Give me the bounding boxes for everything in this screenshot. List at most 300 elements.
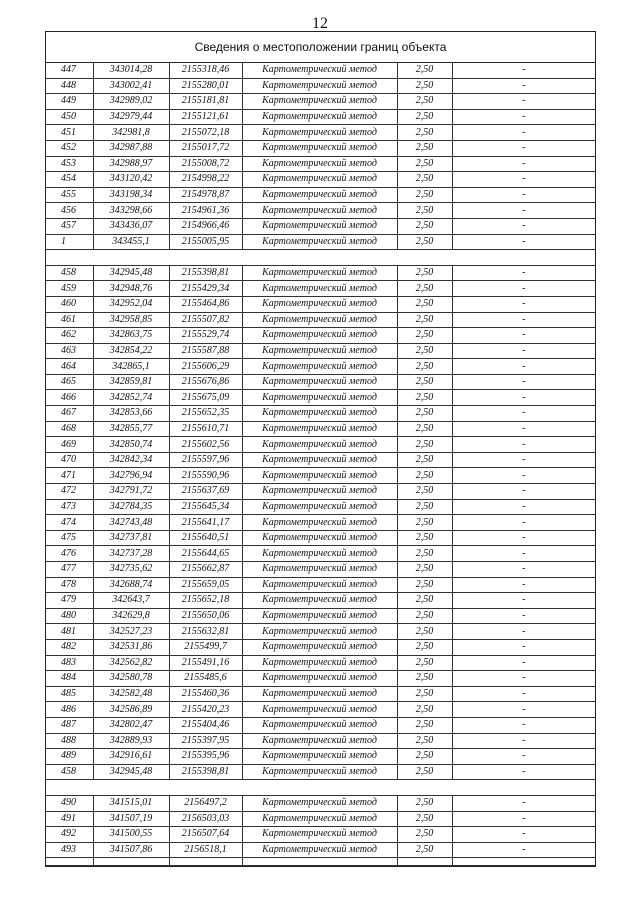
method-cell: Картометрический метод <box>242 499 397 515</box>
x-coordinate-cell: 343120,42 <box>93 172 169 188</box>
y-coordinate-cell: 2155675,09 <box>169 390 242 406</box>
point-number-cell: 449 <box>46 94 93 110</box>
x-coordinate-cell: 342743,48 <box>93 515 169 531</box>
description-cell: - <box>452 484 595 500</box>
method-cell: Картометрический метод <box>242 390 397 406</box>
y-coordinate-cell: 2154961,36 <box>169 203 242 219</box>
table-row <box>46 655 595 671</box>
point-number-cell: 450 <box>46 109 93 125</box>
table-row <box>46 562 595 578</box>
x-coordinate-cell: 342735,62 <box>93 562 169 578</box>
accuracy-cell: 2,50 <box>397 717 452 733</box>
table-row <box>46 156 595 172</box>
table-row <box>46 749 595 765</box>
point-number-cell: 457 <box>46 218 93 234</box>
table-row <box>46 218 595 234</box>
y-coordinate-cell: 2155640,51 <box>169 530 242 546</box>
method-cell: Картометрический метод <box>242 593 397 609</box>
description-cell: - <box>452 312 595 328</box>
description-cell: - <box>452 437 595 453</box>
table-row <box>46 328 595 344</box>
method-cell: Картометрический метод <box>242 639 397 655</box>
y-coordinate-cell: 2154966,46 <box>169 218 242 234</box>
table-row <box>46 281 595 297</box>
x-coordinate-cell: 342855,77 <box>93 421 169 437</box>
table-row <box>46 437 595 453</box>
x-coordinate-cell: 342737,81 <box>93 530 169 546</box>
point-number-cell: 1 <box>46 234 93 250</box>
method-cell: Картометрический метод <box>242 608 397 624</box>
method-cell: Картометрический метод <box>242 359 397 375</box>
x-coordinate-cell: 341500,55 <box>93 827 169 843</box>
x-coordinate-cell: 341507,86 <box>93 842 169 858</box>
y-coordinate-cell: 2155632,81 <box>169 624 242 640</box>
accuracy-cell: 2,50 <box>397 577 452 593</box>
accuracy-cell: 2,50 <box>397 671 452 687</box>
table-row <box>46 359 595 375</box>
description-cell: - <box>452 406 595 422</box>
table-row <box>46 842 595 858</box>
x-coordinate-cell: 342952,04 <box>93 296 169 312</box>
description-cell: - <box>452 827 595 843</box>
x-coordinate-cell: 342688,74 <box>93 577 169 593</box>
accuracy-cell: 2,50 <box>397 811 452 827</box>
method-cell: Картометрический метод <box>242 546 397 562</box>
accuracy-cell: 2,50 <box>397 827 452 843</box>
description-cell: - <box>452 172 595 188</box>
x-coordinate-cell: 341507,19 <box>93 811 169 827</box>
point-number-cell: 472 <box>46 484 93 500</box>
point-number-cell: 478 <box>46 577 93 593</box>
y-coordinate-cell: 2155610,71 <box>169 421 242 437</box>
accuracy-cell: 2,50 <box>397 593 452 609</box>
method-cell: Картометрический метод <box>242 671 397 687</box>
table-row <box>46 109 595 125</box>
method-cell: Картометрический метод <box>242 577 397 593</box>
y-coordinate-cell: 2155464,86 <box>169 296 242 312</box>
table-row <box>46 421 595 437</box>
description-cell: - <box>452 218 595 234</box>
point-number-cell: 460 <box>46 296 93 312</box>
x-coordinate-cell: 342850,74 <box>93 437 169 453</box>
accuracy-cell: 2,50 <box>397 624 452 640</box>
accuracy-cell: 2,50 <box>397 733 452 749</box>
point-number-cell: 464 <box>46 359 93 375</box>
table-row <box>46 94 595 110</box>
accuracy-cell: 2,50 <box>397 218 452 234</box>
x-coordinate-cell: 342737,28 <box>93 546 169 562</box>
description-cell: - <box>452 562 595 578</box>
accuracy-cell: 2,50 <box>397 515 452 531</box>
x-coordinate-cell: 342988,97 <box>93 156 169 172</box>
y-coordinate-cell: 2155652,35 <box>169 406 242 422</box>
accuracy-cell: 2,50 <box>397 608 452 624</box>
y-coordinate-cell: 2155507,82 <box>169 312 242 328</box>
y-coordinate-cell: 2156507,64 <box>169 827 242 843</box>
y-coordinate-cell: 2155587,88 <box>169 343 242 359</box>
table-row <box>46 639 595 655</box>
y-coordinate-cell: 2155121,61 <box>169 109 242 125</box>
x-coordinate-cell: 343455,1 <box>93 234 169 250</box>
description-cell: - <box>452 639 595 655</box>
y-coordinate-cell: 2156503,03 <box>169 811 242 827</box>
point-number-cell: 492 <box>46 827 93 843</box>
x-coordinate-cell: 343014,28 <box>93 63 169 78</box>
y-coordinate-cell: 2155644,65 <box>169 546 242 562</box>
method-cell: Картометрический метод <box>242 437 397 453</box>
accuracy-cell: 2,50 <box>397 390 452 406</box>
description-cell: - <box>452 655 595 671</box>
accuracy-cell: 2,50 <box>397 406 452 422</box>
table-row <box>46 593 595 609</box>
table-row <box>46 671 595 687</box>
point-number-cell: 486 <box>46 702 93 718</box>
point-number-cell: 483 <box>46 655 93 671</box>
method-cell: Картометрический метод <box>242 374 397 390</box>
accuracy-cell: 2,50 <box>397 499 452 515</box>
description-cell: - <box>452 374 595 390</box>
description-cell: - <box>452 109 595 125</box>
point-number-cell: 467 <box>46 406 93 422</box>
accuracy-cell: 2,50 <box>397 296 452 312</box>
x-coordinate-cell: 342791,72 <box>93 484 169 500</box>
description-cell: - <box>452 452 595 468</box>
point-number-cell: 485 <box>46 686 93 702</box>
point-number-cell: 459 <box>46 281 93 297</box>
method-cell: Картометрический метод <box>242 328 397 344</box>
table-row <box>46 624 595 640</box>
point-number-cell: 456 <box>46 203 93 219</box>
table-row <box>46 733 595 749</box>
table-row <box>46 484 595 500</box>
x-coordinate-cell: 343002,41 <box>93 78 169 94</box>
y-coordinate-cell: 2155641,17 <box>169 515 242 531</box>
y-coordinate-cell: 2155602,56 <box>169 437 242 453</box>
accuracy-cell: 2,50 <box>397 452 452 468</box>
point-number-cell: 461 <box>46 312 93 328</box>
description-cell: - <box>452 515 595 531</box>
method-cell: Картометрический метод <box>242 63 397 78</box>
table-row <box>46 811 595 827</box>
accuracy-cell: 2,50 <box>397 187 452 203</box>
description-cell: - <box>452 577 595 593</box>
point-number-cell: 455 <box>46 187 93 203</box>
description-cell: - <box>452 842 595 858</box>
x-coordinate-cell: 342562,82 <box>93 655 169 671</box>
description-cell: - <box>452 749 595 765</box>
x-coordinate-cell: 342531,86 <box>93 639 169 655</box>
point-number-cell: 484 <box>46 671 93 687</box>
method-cell: Картометрический метод <box>242 515 397 531</box>
description-cell: - <box>452 733 595 749</box>
description-cell: - <box>452 593 595 609</box>
accuracy-cell: 2,50 <box>397 374 452 390</box>
y-coordinate-cell: 2155590,96 <box>169 468 242 484</box>
point-number-cell: 448 <box>46 78 93 94</box>
x-coordinate-cell: 342859,81 <box>93 374 169 390</box>
y-coordinate-cell: 2156497,2 <box>169 795 242 811</box>
point-number-cell: 477 <box>46 562 93 578</box>
x-coordinate-cell: 342629,8 <box>93 608 169 624</box>
y-coordinate-cell: 2155404,46 <box>169 717 242 733</box>
y-coordinate-cell: 2154998,22 <box>169 172 242 188</box>
accuracy-cell: 2,50 <box>397 203 452 219</box>
table-row <box>46 468 595 484</box>
point-number-cell: 493 <box>46 842 93 858</box>
method-cell: Картометрический метод <box>242 842 397 858</box>
x-coordinate-cell: 342889,93 <box>93 733 169 749</box>
accuracy-cell: 2,50 <box>397 312 452 328</box>
table-row <box>46 608 595 624</box>
block-separator <box>46 250 595 266</box>
description-cell: - <box>452 187 595 203</box>
accuracy-cell: 2,50 <box>397 421 452 437</box>
table-row <box>46 499 595 515</box>
accuracy-cell: 2,50 <box>397 343 452 359</box>
y-coordinate-cell: 2156518,1 <box>169 842 242 858</box>
description-cell: - <box>452 281 595 297</box>
point-number-cell: 451 <box>46 125 93 141</box>
point-number-cell: 454 <box>46 172 93 188</box>
y-coordinate-cell: 2155650,06 <box>169 608 242 624</box>
accuracy-cell: 2,50 <box>397 530 452 546</box>
accuracy-cell: 2,50 <box>397 546 452 562</box>
accuracy-cell: 2,50 <box>397 265 452 281</box>
x-coordinate-cell: 342527,23 <box>93 624 169 640</box>
y-coordinate-cell: 2155072,18 <box>169 125 242 141</box>
page-number: 12 <box>312 15 328 32</box>
accuracy-cell: 2,50 <box>397 639 452 655</box>
method-cell: Картометрический метод <box>242 265 397 281</box>
description-cell: - <box>452 359 595 375</box>
description-cell: - <box>452 530 595 546</box>
table-row <box>46 795 595 811</box>
method-cell: Картометрический метод <box>242 156 397 172</box>
description-cell: - <box>452 328 595 344</box>
y-coordinate-cell: 2155491,16 <box>169 655 242 671</box>
method-cell: Картометрический метод <box>242 655 397 671</box>
point-number-cell: 469 <box>46 437 93 453</box>
point-number-cell: 470 <box>46 452 93 468</box>
table-row <box>46 406 595 422</box>
x-coordinate-cell: 342784,35 <box>93 499 169 515</box>
y-coordinate-cell: 2155485,6 <box>169 671 242 687</box>
accuracy-cell: 2,50 <box>397 468 452 484</box>
x-coordinate-cell: 342948,76 <box>93 281 169 297</box>
table-row <box>46 234 595 250</box>
method-cell: Картометрический метод <box>242 484 397 500</box>
y-coordinate-cell: 2155662,87 <box>169 562 242 578</box>
x-coordinate-cell: 343298,66 <box>93 203 169 219</box>
method-cell: Картометрический метод <box>242 702 397 718</box>
y-coordinate-cell: 2155318,46 <box>169 63 242 78</box>
point-number-cell: 458 <box>46 265 93 281</box>
table-row <box>46 577 595 593</box>
x-coordinate-cell: 342979,44 <box>93 109 169 125</box>
description-cell: - <box>452 343 595 359</box>
point-number-cell: 488 <box>46 733 93 749</box>
coordinates-sheet <box>45 31 596 867</box>
point-number-cell: 452 <box>46 140 93 156</box>
x-coordinate-cell: 342643,7 <box>93 593 169 609</box>
y-coordinate-cell: 2155529,74 <box>169 328 242 344</box>
method-cell: Картометрический метод <box>242 281 397 297</box>
method-cell: Картометрический метод <box>242 749 397 765</box>
accuracy-cell: 2,50 <box>397 109 452 125</box>
method-cell: Картометрический метод <box>242 811 397 827</box>
point-number-cell: 471 <box>46 468 93 484</box>
point-number-cell: 482 <box>46 639 93 655</box>
x-coordinate-cell: 343198,34 <box>93 187 169 203</box>
accuracy-cell: 2,50 <box>397 140 452 156</box>
method-cell: Картометрический метод <box>242 452 397 468</box>
method-cell: Картометрический метод <box>242 125 397 141</box>
x-coordinate-cell: 342958,85 <box>93 312 169 328</box>
method-cell: Картометрический метод <box>242 312 397 328</box>
y-coordinate-cell: 2155398,81 <box>169 265 242 281</box>
table-row <box>46 343 595 359</box>
table-row <box>46 374 595 390</box>
table-row <box>46 265 595 281</box>
table-row <box>46 63 595 78</box>
y-coordinate-cell: 2155460,36 <box>169 686 242 702</box>
y-coordinate-cell: 2155499,7 <box>169 639 242 655</box>
x-coordinate-cell: 342981,8 <box>93 125 169 141</box>
description-cell: - <box>452 94 595 110</box>
table-row <box>46 296 595 312</box>
y-coordinate-cell: 2155181,81 <box>169 94 242 110</box>
table-row <box>46 452 595 468</box>
x-coordinate-cell: 342852,74 <box>93 390 169 406</box>
method-cell: Картометрический метод <box>242 562 397 578</box>
description-cell: - <box>452 811 595 827</box>
description-cell: - <box>452 764 595 780</box>
x-coordinate-cell: 342916,61 <box>93 749 169 765</box>
description-cell: - <box>452 390 595 406</box>
x-coordinate-cell: 343436,07 <box>93 218 169 234</box>
point-number-cell: 466 <box>46 390 93 406</box>
point-number-cell: 491 <box>46 811 93 827</box>
x-coordinate-cell: 342863,75 <box>93 328 169 344</box>
table-row <box>46 203 595 219</box>
x-coordinate-cell: 342945,48 <box>93 265 169 281</box>
accuracy-cell: 2,50 <box>397 484 452 500</box>
method-cell: Картометрический метод <box>242 795 397 811</box>
method-cell: Картометрический метод <box>242 109 397 125</box>
x-coordinate-cell: 342854,22 <box>93 343 169 359</box>
description-cell: - <box>452 717 595 733</box>
x-coordinate-cell: 342586,89 <box>93 702 169 718</box>
method-cell: Картометрический метод <box>242 686 397 702</box>
y-coordinate-cell: 2155280,01 <box>169 78 242 94</box>
method-cell: Картометрический метод <box>242 406 397 422</box>
y-coordinate-cell: 2155652,18 <box>169 593 242 609</box>
accuracy-cell: 2,50 <box>397 78 452 94</box>
table-row <box>46 686 595 702</box>
y-coordinate-cell: 2155429,34 <box>169 281 242 297</box>
method-cell: Картометрический метод <box>242 218 397 234</box>
description-cell: - <box>452 608 595 624</box>
point-number-cell: 487 <box>46 717 93 733</box>
x-coordinate-cell: 341515,01 <box>93 795 169 811</box>
method-cell: Картометрический метод <box>242 172 397 188</box>
x-coordinate-cell: 342865,1 <box>93 359 169 375</box>
method-cell: Картометрический метод <box>242 764 397 780</box>
accuracy-cell: 2,50 <box>397 234 452 250</box>
table-row <box>46 312 595 328</box>
y-coordinate-cell: 2155420,23 <box>169 702 242 718</box>
accuracy-cell: 2,50 <box>397 562 452 578</box>
table-row <box>46 140 595 156</box>
method-cell: Картометрический метод <box>242 624 397 640</box>
accuracy-cell: 2,50 <box>397 125 452 141</box>
method-cell: Картометрический метод <box>242 468 397 484</box>
accuracy-cell: 2,50 <box>397 764 452 780</box>
accuracy-cell: 2,50 <box>397 655 452 671</box>
x-coordinate-cell: 342802,47 <box>93 717 169 733</box>
x-coordinate-cell: 342842,34 <box>93 452 169 468</box>
x-coordinate-cell: 342580,78 <box>93 671 169 687</box>
y-coordinate-cell: 2155597,96 <box>169 452 242 468</box>
point-number-cell: 463 <box>46 343 93 359</box>
method-cell: Картометрический метод <box>242 140 397 156</box>
point-number-cell: 480 <box>46 608 93 624</box>
description-cell: - <box>452 468 595 484</box>
method-cell: Картометрический метод <box>242 187 397 203</box>
x-coordinate-cell: 342853,66 <box>93 406 169 422</box>
point-number-cell: 458 <box>46 764 93 780</box>
table-row <box>46 187 595 203</box>
y-coordinate-cell: 2155397,95 <box>169 733 242 749</box>
y-coordinate-cell: 2155645,34 <box>169 499 242 515</box>
table-row <box>46 390 595 406</box>
block-separator <box>46 780 595 796</box>
method-cell: Картометрический метод <box>242 343 397 359</box>
description-cell: - <box>452 421 595 437</box>
y-coordinate-cell: 2155659,05 <box>169 577 242 593</box>
accuracy-cell: 2,50 <box>397 94 452 110</box>
description-cell: - <box>452 125 595 141</box>
description-cell: - <box>452 265 595 281</box>
method-cell: Картометрический метод <box>242 421 397 437</box>
method-cell: Картометрический метод <box>242 94 397 110</box>
point-number-cell: 474 <box>46 515 93 531</box>
point-number-cell: 475 <box>46 530 93 546</box>
section-title: Сведения о местоположении границ объекта <box>46 32 595 63</box>
coordinates-table <box>46 63 595 866</box>
accuracy-cell: 2,50 <box>397 437 452 453</box>
accuracy-cell: 2,50 <box>397 842 452 858</box>
y-coordinate-cell: 2155005,95 <box>169 234 242 250</box>
accuracy-cell: 2,50 <box>397 795 452 811</box>
point-number-cell: 489 <box>46 749 93 765</box>
point-number-cell: 490 <box>46 795 93 811</box>
description-cell: - <box>452 63 595 78</box>
y-coordinate-cell: 2155395,96 <box>169 749 242 765</box>
accuracy-cell: 2,50 <box>397 702 452 718</box>
description-cell: - <box>452 702 595 718</box>
table-row <box>46 515 595 531</box>
y-coordinate-cell: 2155637,69 <box>169 484 242 500</box>
description-cell: - <box>452 234 595 250</box>
description-cell: - <box>452 671 595 687</box>
point-number-cell: 465 <box>46 374 93 390</box>
accuracy-cell: 2,50 <box>397 328 452 344</box>
method-cell: Картометрический метод <box>242 203 397 219</box>
y-coordinate-cell: 2155398,81 <box>169 764 242 780</box>
table-row <box>46 827 595 843</box>
description-cell: - <box>452 795 595 811</box>
